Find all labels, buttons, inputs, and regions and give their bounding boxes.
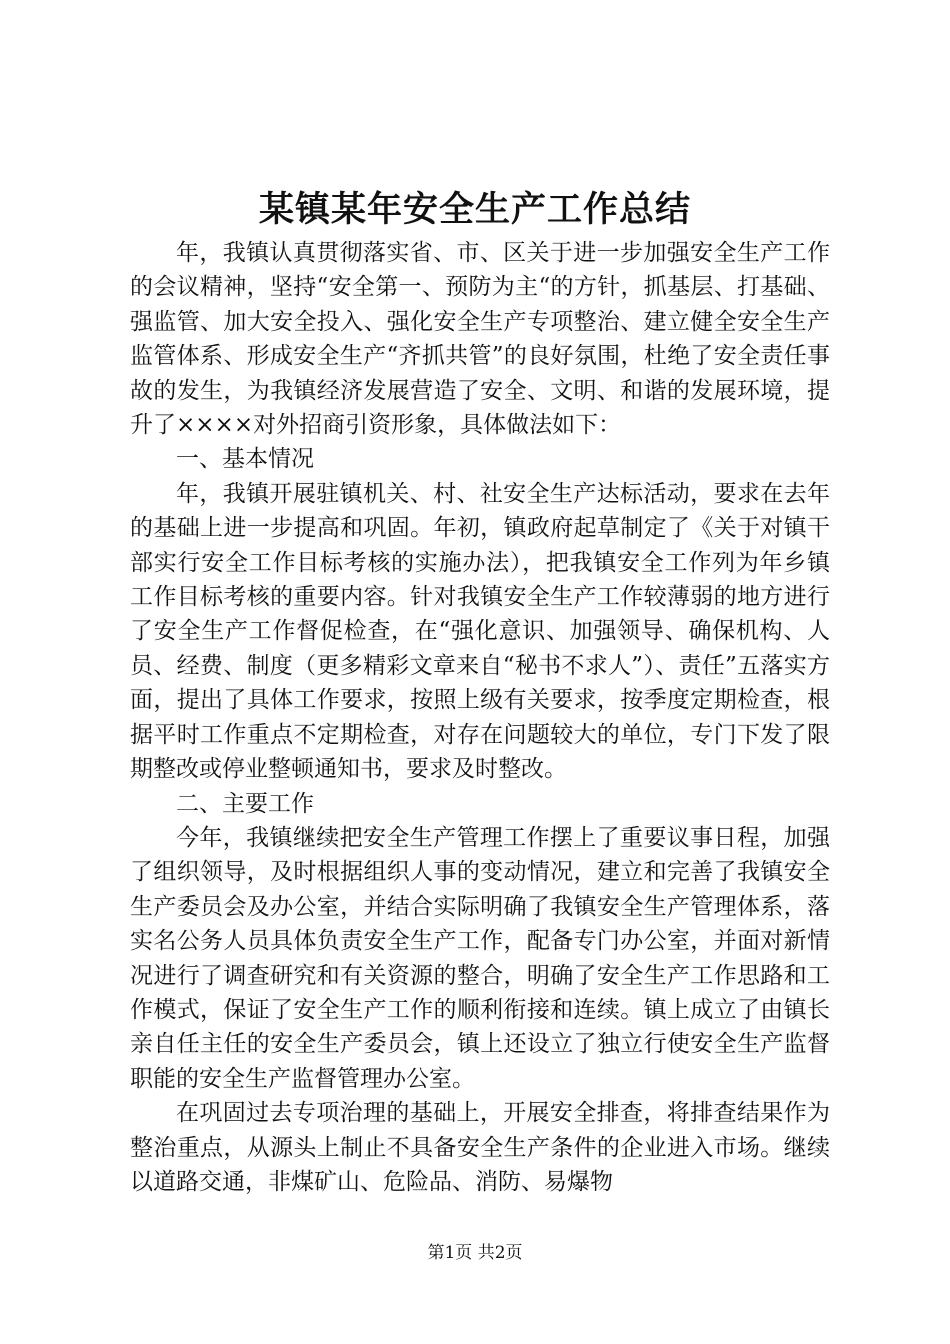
section1-paragraph: 年，我镇开展驻镇机关、村、社安全生产达标活动，要求在去年的基础上进一步提高和巩固。年初，镇政府起草制定了《关于对镇干部实行安全工作目标考核的实施办法），把我镇安全工作列为年乡镇工作目标考核的重要内容。针对我镇安全生产工作较薄弱的地方进行了安全生产工作督促检查，在“强化意识、加强领导、确保机构、人员、经费、制度（更多精彩文章来自“秘书不求人”）、责任”五落实方面，提出了具体工作要求，按照上级有关要求，按季度定期检查，根据平时工作重点不定期检查，对存在问题较大的单位，专门下发了限期整改或停业整顿通知书，要求及时整改。: [130, 480, 830, 783]
section-heading-basic-situation: 一、基本情况: [176, 446, 314, 473]
section-heading-main-work: 二、主要工作: [176, 790, 314, 817]
section2-paragraph-2: 在巩固过去专项治理的基础上，开展安全排查，将排查结果作为整治重点，从源头上制止不具备安全生产条件的企业进入市场。继续以道路交通，非煤矿山、危险品、消防、易爆物: [130, 1100, 830, 1195]
document-body: [130, 236, 830, 1199]
document-title: 某镇某年安全生产工作总结: [258, 189, 691, 230]
page-footer: 第1页 共2页: [427, 1243, 523, 1263]
section2-paragraph-1: 今年，我镇继续把安全生产管理工作摆上了重要议事日程，加强了组织领导，及时根据组织人事的变动情况，建立和完善了我镇安全生产委员会及办公室，并结合实际明确了我镇安全生产管理体系，落实名公务人员具体负责安全生产工作，配备专门办公室，并面对新情况进行了调查研究和有关资源的整合，明确了安全生产工作思路和工作模式，保证了安全生产工作的顺利衔接和连续。镇上成立了由镇长亲自任主任的安全生产委员会，镇上还设立了独立行使安全生产监督职能的安全生产监督管理办公室。: [130, 824, 830, 1092]
intro-paragraph: 年，我镇认真贯彻落实省、市、区关于进一步加强安全生产工作的会议精神，坚持“安全第一、预防为主“的方针，抓基层、打基础、强监管、加大安全投入、强化安全生产专项整治、建立健全安全生产监管体系、形成安全生产“齐抓共管”的良好氛围，杜绝了安全责任事故的发生，为我镇经济发展营造了安全、文明、和谐的发展环境，提升了××××对外招商引资形象，具体做法如下：: [130, 240, 830, 439]
